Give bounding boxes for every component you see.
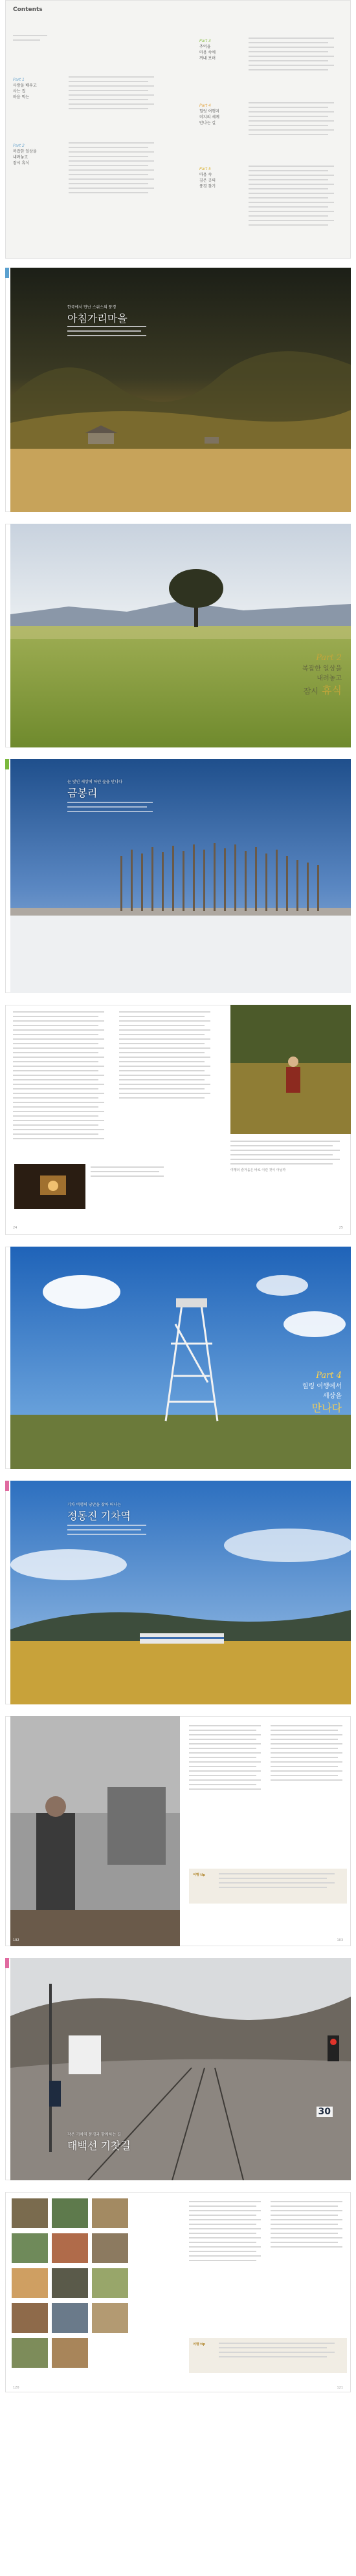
part-4-big-label: Part 4 (316, 1371, 342, 1380)
collage-photo-13 (12, 2338, 48, 2368)
mine-tower-illustration (10, 1247, 351, 1469)
part-4-line-1: 힐링 여행지 (199, 109, 219, 114)
spread-text-photos (5, 1005, 351, 1235)
train-field-illustration (10, 1481, 351, 1704)
collage-photo-6 (92, 2233, 128, 2263)
part-5-label: Part 5 (199, 167, 211, 171)
part-2-title-line-3: 잠시 (303, 687, 318, 696)
collage-photo-14 (52, 2338, 88, 2368)
part-4-title-line-2: 세상을 (323, 1393, 342, 1400)
part-2-heading (13, 144, 65, 166)
part-2-list (69, 142, 159, 197)
part-1-label: Part 1 (13, 78, 25, 82)
collage-photo-2 (52, 2198, 88, 2228)
village-kicker: 한국에서 만난 스위스의 풍경 (67, 305, 117, 310)
contents-intro (13, 35, 52, 44)
tip-box (189, 2338, 347, 2373)
part-3-list (249, 38, 339, 74)
section-tab (5, 268, 9, 278)
train-intro-text (67, 1525, 151, 1538)
part-2-label: Part 2 (13, 144, 25, 148)
page-number-right: 25 (339, 1226, 343, 1230)
tip-text (219, 1873, 342, 1891)
spread-grandmother (5, 1716, 351, 1946)
contents-page (5, 0, 351, 259)
harvest-text (230, 1141, 347, 1168)
part-3-line-3: 꺼내 보며 (199, 56, 216, 61)
collage-photo-8 (52, 2268, 88, 2298)
part-4-title-block (302, 1371, 342, 1415)
part-5-line-1: 마음 속 (199, 173, 212, 177)
train-kicker: 기차 여행의 낭만을 찾아 떠나는 (67, 1503, 121, 1507)
part-5-heading (199, 167, 245, 189)
forest-village-photo (10, 268, 351, 512)
tip-label: 여행 tip (193, 2343, 206, 2346)
spread-collage (5, 2192, 351, 2392)
village-intro-text (67, 326, 151, 339)
railway-illustration (10, 1958, 351, 2180)
part-1-line-2: 사는 집 (13, 89, 26, 94)
part-1-line-3: 마음 먹는 (13, 95, 30, 100)
part-2-line-3: 잠시 휴식 (13, 161, 30, 166)
collage-photo-9 (92, 2268, 128, 2298)
part-5-line-2: 깊은 곳의 (199, 178, 216, 183)
part-2-title-line-2: 내려놓고 (317, 675, 342, 682)
spread-train-field (5, 1481, 351, 1704)
tip-text (219, 2343, 342, 2361)
part-4-label: Part 4 (199, 103, 211, 108)
tip-box (189, 1869, 347, 1904)
part-4-list (249, 102, 339, 138)
spread-part-4 (5, 1247, 351, 1469)
body-text-mid (119, 1011, 216, 1102)
page-number-right: 103 (337, 1938, 343, 1942)
spread-snow-forest (5, 759, 351, 993)
page-number-right: 121 (337, 2386, 343, 2390)
spread-caption: 여행의 즐거움은 바로 이런 것이 아닐까 (230, 1168, 286, 1172)
grandmother-photo (10, 1716, 180, 1946)
page-number-left: 120 (13, 2386, 19, 2390)
part-1-list (69, 76, 159, 113)
railway-kicker: 작은 기차역 풍경과 함께하는 길 (67, 2132, 121, 2137)
grandmother-text-col-2 (271, 1725, 347, 1784)
part-3-line-1: 추억을 (199, 45, 211, 49)
collage-text-col-1 (189, 2201, 265, 2264)
collage-photo-12 (92, 2303, 128, 2333)
part-2-title-block (302, 653, 342, 697)
spread-railway (5, 1958, 351, 2180)
part-1-heading (13, 78, 65, 100)
forest-village-illustration (10, 268, 351, 512)
train-field-photo (10, 1481, 351, 1704)
section-tab (5, 1958, 9, 1968)
interior-photo-caption (91, 1166, 168, 1180)
part-2-title-line-1: 복잡한 일상을 (302, 665, 342, 672)
spread-village (5, 268, 351, 512)
collage-photo-10 (12, 2303, 48, 2333)
contents-title: Contents (13, 6, 43, 13)
part-5-line-3: 풍경 찾기 (199, 184, 216, 189)
grandmother-text-col-1 (189, 1725, 265, 1793)
part-4-line-2: 미지의 세계 (199, 115, 219, 120)
part-2-line-1: 복잡한 일상을 (13, 149, 37, 154)
part-2-title-line-3-row (302, 682, 342, 697)
page-number-left: 24 (13, 1226, 17, 1230)
part-4-title-accent: 만나다 (311, 1402, 342, 1414)
part-5-list (249, 166, 339, 229)
collage-photo-4 (12, 2233, 48, 2263)
collage-text-col-2 (271, 2201, 347, 2251)
part-3-line-2: 마음 속에 (199, 50, 216, 55)
snow-forest-kicker: 눈 덮인 세상에 하얀 숲을 만나다 (67, 780, 122, 784)
collage-photo-11 (52, 2303, 88, 2333)
interior-photo (14, 1164, 85, 1209)
train-title: 정동진 기차역 (67, 1510, 131, 1522)
part-4-title-line-1: 힐링 여행에서 (302, 1383, 342, 1390)
harvest-photo (230, 1005, 351, 1134)
snow-forest-intro-text (67, 802, 158, 815)
tip-label: 여행 tip (193, 1873, 206, 1877)
part-3-heading (199, 39, 245, 61)
part-1-line-1: 사랑을 배우고 (13, 83, 37, 88)
railway-title: 태백선 기찻길 (67, 2140, 131, 2152)
section-tab (5, 1481, 9, 1491)
section-tab (5, 759, 9, 769)
collage-photo-1 (12, 2198, 48, 2228)
page-number-left: 102 (13, 1938, 19, 1942)
part-4-line-3: 만나는 길 (199, 121, 216, 125)
railway-photo (10, 1958, 351, 2180)
part-3-label: Part 3 (199, 39, 211, 43)
part-2-line-2: 내려놓고 (13, 155, 28, 160)
snow-forest-illustration (10, 759, 351, 993)
grandmother-illustration (10, 1716, 180, 1946)
collage-photo-7 (12, 2268, 48, 2298)
part-4-heading (199, 103, 245, 125)
snow-forest-title: 금봉리 (67, 787, 98, 799)
collage-photo-5 (52, 2233, 88, 2263)
body-text-left (13, 1011, 110, 1143)
mine-tower-photo (10, 1247, 351, 1469)
snow-forest-photo (10, 759, 351, 993)
lone-tree-photo (10, 524, 351, 747)
lone-tree-illustration (10, 524, 351, 747)
village-title: 아침가리마을 (67, 312, 128, 325)
collage-photo-3 (92, 2198, 128, 2228)
photo-collage (12, 2198, 135, 2386)
railway-sign-number: 30 (317, 2107, 333, 2117)
part-2-title-accent: 휴식 (322, 684, 342, 696)
part-2-big-label: Part 2 (316, 653, 342, 663)
spread-part-2 (5, 524, 351, 747)
